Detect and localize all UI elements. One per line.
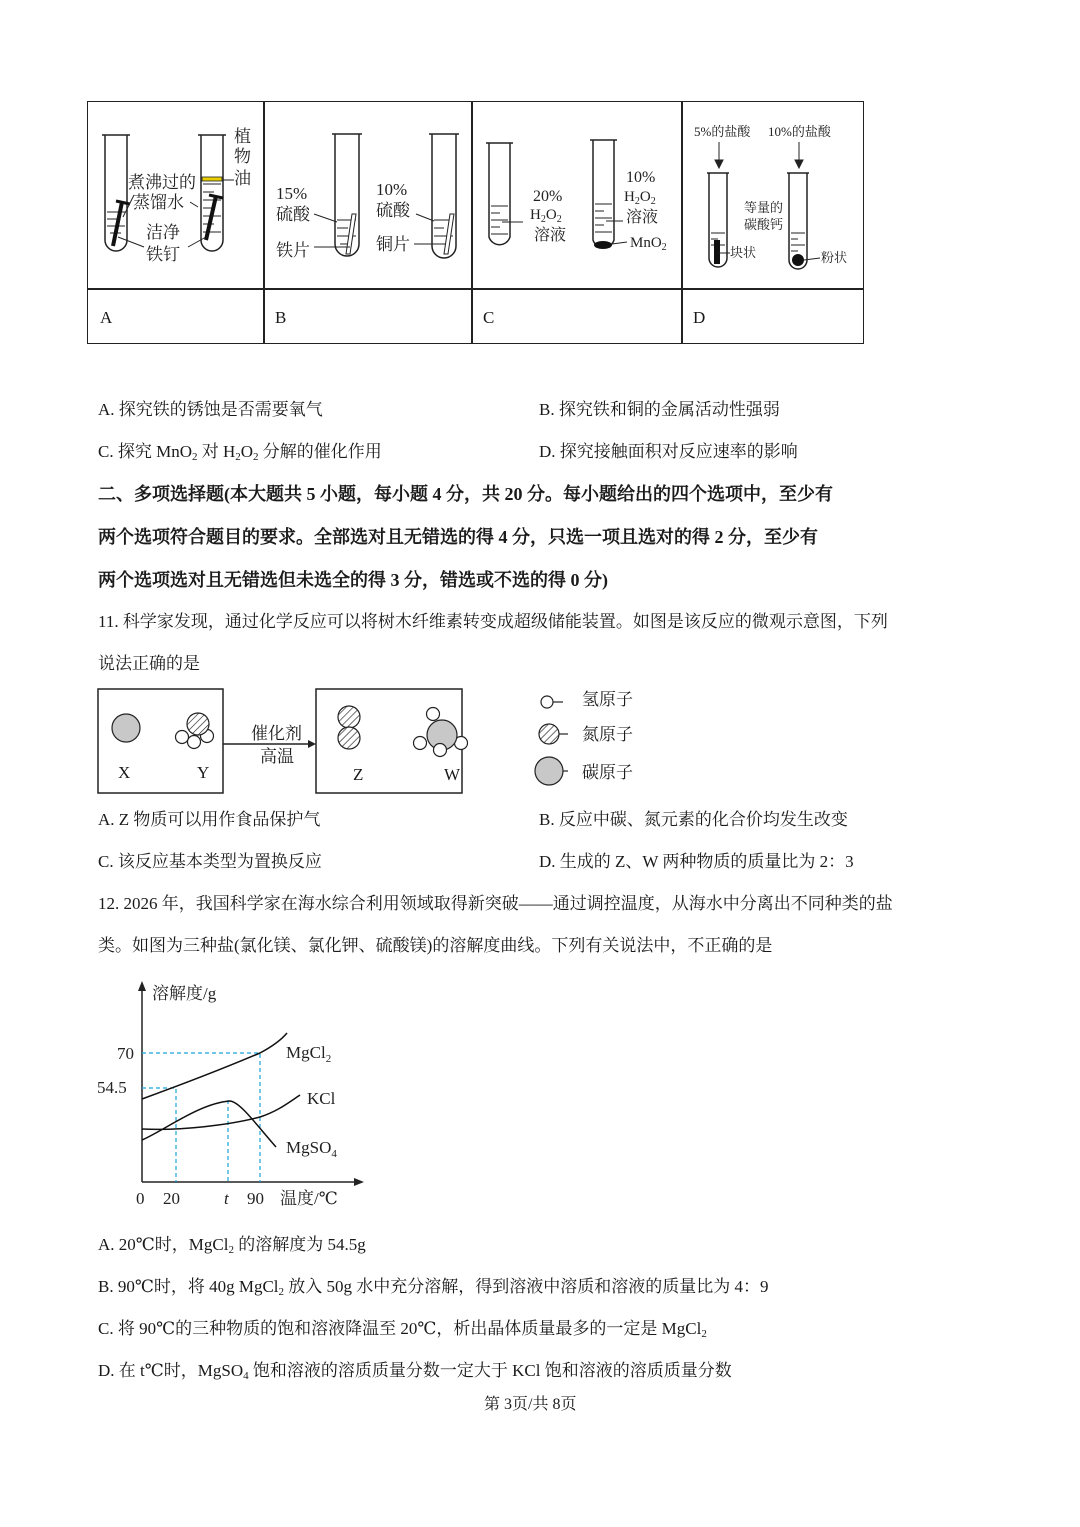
svg-text:铜片: 铜片 [376, 235, 410, 254]
hydrogen-atom-icon [541, 696, 553, 708]
svg-text:溶液: 溶液 [534, 227, 567, 244]
svg-text:硫酸: 硫酸 [276, 205, 310, 224]
nitrogen-molecule-icon [338, 706, 360, 749]
svg-text:硫酸: 硫酸 [376, 201, 410, 220]
svg-text:铁片: 铁片 [276, 241, 310, 260]
oil-layer [202, 177, 222, 181]
option-text: 对 H [197, 442, 236, 461]
y-axis-label: 溶解度/g [152, 984, 217, 1003]
cell-label-c: C [483, 308, 495, 327]
section-heading: 两个选项选对且无错选但未选全的得 3 分，错选或不选的得 0 分) [98, 570, 608, 590]
calcium-carbonate-block [714, 240, 720, 264]
cell-label-a: A [100, 308, 113, 327]
x-axis-arrow-icon [354, 1178, 364, 1186]
q12-option-a[interactable]: A. 20℃时，MgCl$_2$ 的溶解度为 54.5g [98, 1235, 366, 1256]
option-text: D. 在 t℃时，MgSO [98, 1361, 244, 1380]
page-number: 第 3页/共 8页 [484, 1396, 577, 1413]
svg-text:煮沸过的: 煮沸过的 [128, 173, 196, 192]
cell-label-b: B [275, 308, 287, 327]
curve-mgso4 [142, 1101, 276, 1147]
q12-option-c[interactable]: C. 将 90℃的三种物质的饱和溶液降温至 20℃，析出晶体质量最多的一定是 MgCl$_2$ [98, 1319, 707, 1340]
svg-text:物: 物 [234, 147, 251, 166]
reaction-condition: 催化剂 [251, 724, 302, 743]
svg-text:10%: 10% [626, 169, 656, 186]
svg-text:铁钉: 铁钉 [146, 245, 180, 264]
carbon-atom-icon [535, 757, 563, 785]
figure-catalyst-experiment [472, 102, 680, 286]
q11-stem: 说法正确的是 [98, 654, 200, 673]
q12-option-b[interactable]: B. 90℃时，将 40g MgCl$_2$ 放入 50g 水中充分溶解，得到溶液中溶质和溶液的质量比为 4：9 [98, 1277, 769, 1298]
svg-text:碳酸钙: 碳酸钙 [744, 217, 784, 232]
svg-text:H2O2: $H_2O_2$ [530, 207, 562, 225]
cell-label-d: D [693, 308, 706, 327]
x-tick-90: 90 [247, 1189, 264, 1208]
svg-text:溶液: 溶液 [626, 209, 659, 226]
svg-text:植: 植 [234, 127, 251, 146]
option-text: A. 20℃时，MgCl [98, 1235, 229, 1254]
option-text: C. 将 90℃的三种物质的饱和溶液降温至 20℃，析出晶体质量最多的一定是 MgCl [98, 1319, 702, 1338]
x-tick-20: 20 [163, 1189, 180, 1208]
figure-contact-area-experiment [682, 102, 864, 286]
calcium-carbonate-powder [792, 254, 804, 266]
molecule-label-y: Y [197, 763, 210, 782]
svg-text:蒸馏水: 蒸馏水 [133, 193, 184, 212]
reaction-condition: 高温 [260, 747, 294, 766]
q11-stem: 11. 科学家发现，通过化学反应可以将树木纤维素转变成超级储能装置。如图是该反应的微观示意图，下列 [98, 612, 888, 631]
q10-option-d[interactable]: D. 探究接触面积对反应速率的影响 [539, 442, 798, 461]
curve-kcl [142, 1095, 300, 1129]
arrow-head-icon [308, 740, 316, 748]
svg-text:10%: 10% [376, 180, 408, 199]
y-tick-70: 70 [117, 1044, 134, 1063]
q11-option-a[interactable]: A. Z 物质可以用作食品保护气 [98, 810, 321, 829]
figure-metal-activity [264, 102, 472, 286]
svg-text:10%的盐酸: 10%的盐酸 [768, 124, 831, 139]
q11-option-b[interactable]: B. 反应中碳、氮元素的化合价均发生改变 [539, 810, 848, 829]
option-text: 饱和溶液的溶质质量分数一定大于 KCl 饱和溶液的溶质质量分数 [248, 1361, 732, 1380]
option-text: 的溶解度为 54.5g [233, 1235, 366, 1254]
svg-text:等量的: 等量的 [744, 200, 784, 215]
molecule-label-w: W [444, 765, 461, 784]
curve-mgcl2 [142, 1033, 287, 1099]
methane-molecule-icon [414, 708, 468, 757]
series-label-mgso4: MgSO$_4$ [286, 1138, 337, 1160]
y-tick-54.5: 54.5 [97, 1078, 127, 1097]
y-axis-arrow-icon [138, 981, 146, 991]
mno2-powder [594, 241, 612, 249]
molecule-label-z: Z [353, 765, 364, 784]
legend-label-hydrogen: 氢原子 [582, 690, 633, 709]
q12-option-d[interactable]: D. 在 t℃时，MgSO$_4$ 饱和溶液的溶质质量分数一定大于 KCl 饱和溶液的溶质质量分数 [98, 1361, 732, 1382]
x-tick-t: t [224, 1189, 229, 1208]
section-heading: 两个选项符合题目的要求。全部选对且无错选的得 4 分，只选一项且选对的得 2 分，至少有 [98, 527, 818, 547]
svg-text:15%: 15% [276, 184, 308, 203]
svg-text:20%: 20% [533, 188, 563, 205]
svg-text:5%的盐酸: 5%的盐酸 [694, 124, 751, 139]
option-text: C. 探究 MnO [98, 442, 192, 461]
option-text: 放入 50g 水中充分溶解，得到溶液中溶质和溶液的质量比为 4：9 [284, 1277, 769, 1296]
legend-label-nitrogen: 氮原子 [582, 725, 633, 744]
guide-lines [142, 1053, 260, 1182]
series-label-kcl: KCl [307, 1089, 336, 1108]
carbon-atom-icon [112, 714, 140, 742]
q10-option-c[interactable]: C. 探究 MnO$_2$ 对 $H_2O_2$ 分解的催化作用 [98, 442, 382, 463]
option-text: B. 90℃时，将 40g MgCl [98, 1277, 279, 1296]
reaction-microscopic-diagram [90, 680, 650, 800]
nitrogen-atom-icon [539, 724, 559, 744]
table-divider [88, 288, 863, 290]
svg-text:MnO2: MnO$_2$ [630, 235, 667, 253]
option-text: 分解的催化作用 [258, 442, 382, 461]
svg-text:块状: 块状 [730, 245, 757, 260]
q12-stem: 类。如图为三种盐(氯化镁、氯化钾、硫酸镁)的溶解度曲线。下列有关说法中，不正确的是 [98, 936, 773, 955]
q12-stem: 12. 2026 年，我国科学家在海水综合利用领域取得新突破——通过调控温度，从海水中分离出不同种类的盐 [98, 894, 893, 913]
figure-rust-experiment [88, 102, 262, 286]
solubility-chart [90, 975, 390, 1215]
molecule-label-x: X [118, 763, 131, 782]
svg-text:H2O2: $H_2O_2$ [624, 189, 656, 207]
svg-text:洁净: 洁净 [146, 223, 180, 242]
arrow-down-icon [715, 142, 803, 168]
x-tick-0: 0 [136, 1189, 145, 1208]
svg-text:粉状: 粉状 [821, 250, 848, 265]
svg-text:油: 油 [234, 169, 251, 188]
q10-option-a[interactable]: A. 探究铁的锈蚀是否需要氧气 [98, 400, 323, 419]
q11-option-c[interactable]: C. 该反应基本类型为置换反应 [98, 852, 322, 871]
ammonia-molecule-icon [176, 713, 214, 749]
q11-option-d[interactable]: D. 生成的 Z、W 两种物质的质量比为 2：3 [539, 852, 854, 871]
series-label-mgcl2: MgCl$_2$ [286, 1043, 332, 1065]
x-axis-label: 温度/℃ [280, 1189, 338, 1208]
q10-option-b[interactable]: B. 探究铁和铜的金属活动性强弱 [539, 400, 780, 419]
section-heading: 二、多项选择题(本大题共 5 小题，每小题 4 分，共 20 分。每小题给出的四个选项中，至少有 [98, 484, 833, 504]
legend-label-carbon: 碳原子 [582, 763, 633, 782]
legend [535, 696, 568, 785]
